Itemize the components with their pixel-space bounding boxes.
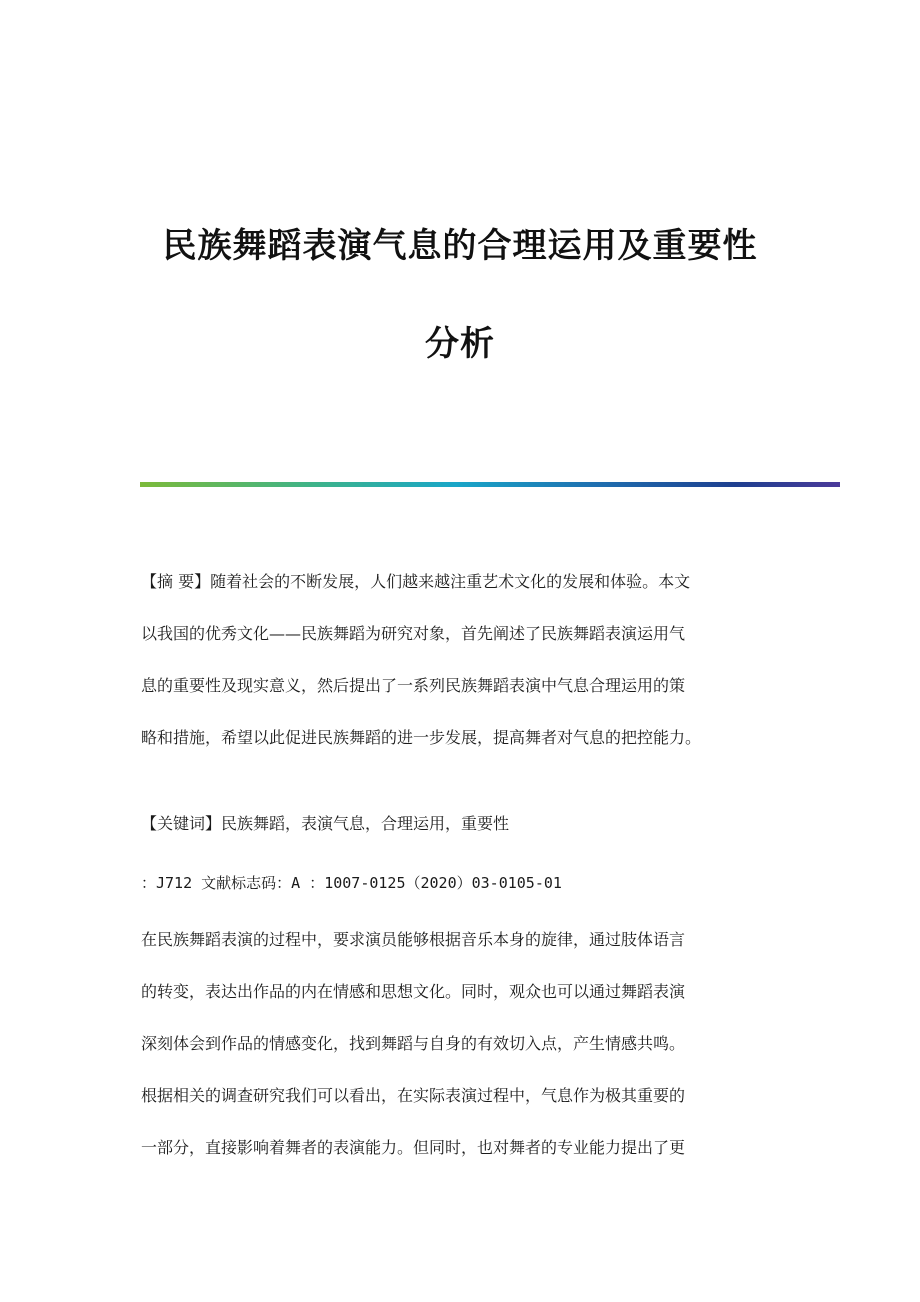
- abstract-line: 息的重要性及现实意义，然后提出了一系列民族舞蹈表演中气息合理运用的策: [141, 676, 686, 695]
- body-line: 一部分，直接影响着舞者的表演能力。但同时，也对舞者的专业能力提出了更: [141, 1138, 686, 1157]
- classification-line: ：J712 文献标志码：A ：1007-0125（2020）03-0105-01: [141, 874, 562, 892]
- body-line: 根据相关的调查研究我们可以看出，在实际表演过程中，气息作为极其重要的: [141, 1086, 686, 1105]
- body-line: 深刻体会到作品的情感变化，找到舞蹈与自身的有效切入点，产生情感共鸣。: [141, 1034, 686, 1053]
- abstract-paragraph: [141, 556, 781, 764]
- keywords-line: 【关键词】民族舞蹈，表演气息，合理运用，重要性: [141, 814, 510, 833]
- abstract-line: 略和措施，希望以此促进民族舞蹈的进一步发展，提高舞者对气息的把控能力。: [141, 728, 702, 747]
- document-title-line-2: 分析: [425, 324, 495, 364]
- body-paragraph: [141, 914, 781, 1174]
- abstract-line: 以我国的优秀文化——民族舞蹈为研究对象，首先阐述了民族舞蹈表演运用气: [141, 624, 686, 643]
- abstract-line: 【摘 要】随着社会的不断发展，人们越来越注重艺术文化的发展和体验。本文: [141, 572, 691, 591]
- body-line: 在民族舞蹈表演的过程中，要求演员能够根据音乐本身的旋律，通过肢体语言: [141, 930, 686, 949]
- document-title-line-1: 民族舞蹈表演气息的合理运用及重要性: [162, 226, 758, 266]
- gradient-divider: [140, 482, 840, 487]
- body-line: 的转变，表达出作品的内在情感和思想文化。同时，观众也可以通过舞蹈表演: [141, 982, 686, 1001]
